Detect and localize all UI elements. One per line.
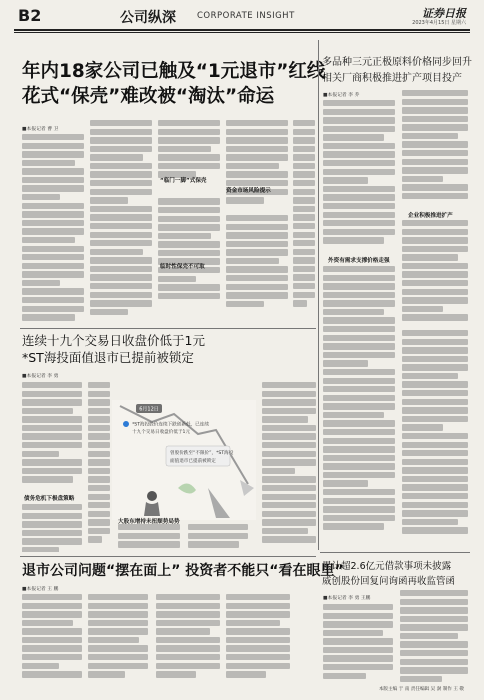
right-bottom-headline-1: 累计超2.6亿元借款事项未披露 — [322, 561, 452, 572]
mid-column-1a — [22, 382, 82, 492]
right-top-column-3 — [402, 220, 468, 324]
bottom-column-4 — [226, 594, 290, 686]
page-footer: 本版主编 于 南 责任编辑 吴 澍 制作 王 敬 — [378, 687, 464, 692]
mid-headline-1: 连续十九个交易日收盘价低于1元 — [22, 333, 205, 348]
right-bottom-byline: ■本报记者 李 勇 王鹏 — [323, 596, 371, 601]
mid-column-3a — [118, 524, 180, 554]
page-number: B2 — [18, 6, 42, 25]
illustration-date-tag: 6月12日 — [139, 406, 159, 413]
right-top-headline-1: 多品种三元正极原料价格同步回升 — [322, 57, 472, 68]
right-top-headline — [322, 55, 472, 87]
bottom-headline: 退市公司问题“摆在面上” 投资者不能只“看在眼里” — [22, 563, 344, 579]
bottom-column-1 — [22, 594, 82, 686]
mid-subhead-2: 大股东增持未扭颓势局势 — [118, 519, 180, 525]
lead-headline-1: 年内18家公司已触及“1元退市”红线 — [22, 61, 326, 82]
lead-column-1 — [22, 134, 84, 324]
person-head-icon — [147, 491, 157, 501]
mid-column-3b — [188, 524, 248, 554]
right-top-column-1 — [323, 100, 395, 252]
lead-byline: ■本报记者 曹 卫 — [22, 127, 59, 132]
right-top-headline-2: 相关厂商积极推进扩产项目投产 — [322, 73, 462, 84]
column-divider — [318, 40, 319, 550]
stock-drop-illustration — [112, 400, 256, 520]
lead-subhead-1: “临门一脚”式保壳 — [160, 178, 207, 184]
illustration-note-4: 面值退市已提前被锁定 — [170, 459, 216, 464]
masthead — [0, 0, 484, 30]
lead-column-5 — [293, 120, 315, 324]
mid-column-2 — [88, 382, 110, 552]
illustration-note-1: *ST海投股价连续下跌创新低，已连续 — [132, 422, 209, 428]
lead-headline-2: 花式“保壳”难改被“淘汰”命运 — [22, 86, 275, 107]
mid-byline: ■本报记者 李 勇 — [22, 374, 59, 379]
lead-subhead-3: 临时性保壳不可取 — [160, 264, 205, 270]
right-top-column-5 — [402, 330, 468, 542]
newspaper-logo: 证券日报 — [422, 7, 466, 20]
right-top-subhead-1: 外资有需求支撑价格走强 — [328, 258, 390, 264]
mid-column-1b — [22, 504, 82, 552]
section-rule-bottom — [20, 556, 316, 557]
illustration-note-3: 曾股价跌至“不限价”，*ST海投 — [170, 451, 234, 456]
right-top-column-2 — [402, 90, 468, 208]
section-rule-mid — [20, 328, 316, 329]
mid-headline-2: *ST海投面值退市已提前被锁定 — [22, 350, 194, 365]
bottom-byline: ■本报记者 王 鹏 — [22, 587, 59, 592]
lead-column-3 — [158, 120, 220, 324]
mid-column-4 — [262, 382, 316, 552]
illustration-note-2: 十九个交易日收盘价低于1元 — [132, 430, 191, 435]
bottom-column-3 — [156, 594, 220, 686]
section-rule-right — [320, 552, 470, 553]
right-top-column-4 — [323, 266, 395, 542]
person-body-icon — [144, 502, 160, 516]
section-title-en: CORPORATE INSIGHT — [197, 11, 295, 21]
mid-subhead-1: 债务危机下极盘策略 — [24, 496, 75, 502]
issue-date: 2023年4月15日 星期六 — [412, 20, 466, 26]
lead-column-2 — [90, 120, 152, 324]
masthead-rule-thin — [14, 32, 470, 33]
right-bottom-column-1 — [323, 604, 393, 684]
right-top-byline: ■本报记者 李 乔 — [323, 93, 360, 98]
bottom-column-2 — [88, 594, 148, 686]
section-title: 公司纵深 — [120, 10, 176, 26]
lead-subhead-2: 资金市场风险提示 — [226, 188, 271, 194]
right-bottom-headline-2: 威创股份回复问询函再收监管函 — [322, 575, 456, 587]
masthead-rule — [14, 29, 470, 31]
lead-column-4 — [226, 120, 288, 324]
right-top-subhead-2: 企业积极推进扩产 — [408, 213, 453, 219]
right-bottom-column-2 — [400, 590, 468, 684]
